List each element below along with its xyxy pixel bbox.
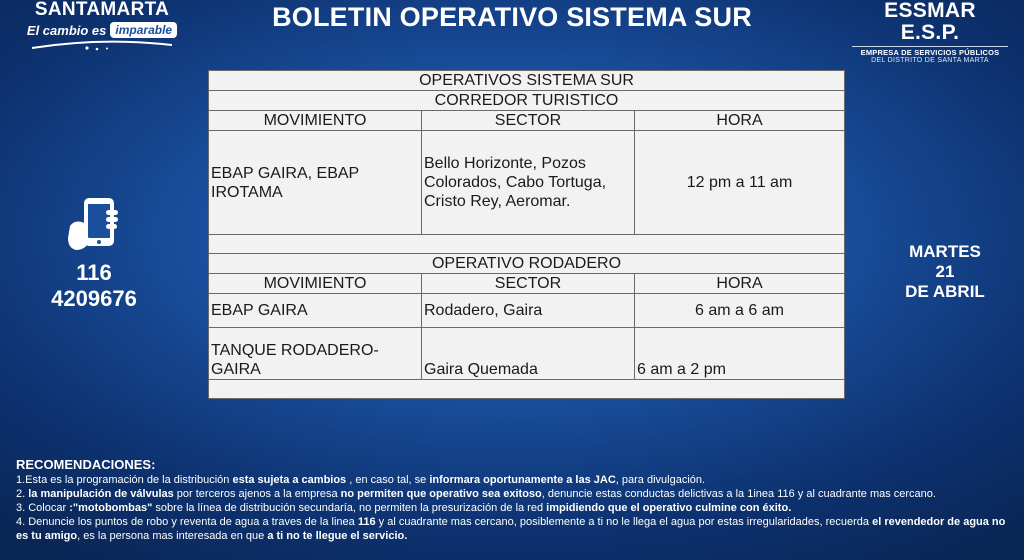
cell-hora: 12 pm a 11 am — [635, 131, 845, 235]
swoosh-icon — [27, 39, 177, 51]
recommendations-list — [16, 473, 1016, 543]
table-row — [209, 294, 845, 328]
phone-hand-icon — [64, 196, 124, 254]
recommendation-item: 3. Colocar :"motobombas" sobre la línea de distribución secundaría, no permiten la presurización de la red impidiendo que el operativo culmine con éxito. — [16, 502, 792, 514]
contact-block — [38, 196, 150, 312]
santamarta-brand: SANTAMARTA — [34, 0, 170, 20]
recommendation-item: 4. Denuncie los puntos de robo y reventa de agua a traves de la linea 116 y al cuadrante mas cercano, posiblemente a ti no le llega el agua por estas irregularidades, recuerda el revendedor de agua no es tu amigo, es la persona mas interesada en que a ti no te llegue el servicio. — [16, 516, 1006, 542]
essmar-brand: ESSMAR E.S.P. — [884, 0, 976, 44]
table-title-row — [209, 71, 845, 91]
date-month: DE ABRIL — [905, 282, 985, 301]
essmar-line2: DEL DISTRITO DE SANTA MARTA — [871, 57, 989, 64]
spacer-row — [209, 380, 845, 399]
operations-table — [208, 70, 845, 399]
cell-hora: 6 am a 2 pm — [635, 328, 845, 380]
column-header: SECTOR — [422, 111, 635, 131]
page-title: BOLETIN OPERATIVO SISTEMA SUR — [272, 2, 752, 32]
cell-movimiento: EBAP GAIRA, EBAP IROTAMA — [209, 131, 422, 235]
table-row — [209, 328, 845, 380]
section-title: CORREDOR TURISTICO — [209, 91, 845, 111]
contact-line1: 116 — [76, 260, 112, 285]
table-row — [209, 131, 845, 235]
column-header-row — [209, 111, 845, 131]
essmar-logo — [852, 0, 1008, 64]
date-block — [892, 242, 998, 302]
santamarta-tagline — [16, 22, 188, 38]
column-header-row — [209, 274, 845, 294]
cell-sector: Gaira Quemada — [422, 328, 635, 380]
date-day: 21 — [935, 262, 955, 281]
santamarta-logo — [16, 0, 188, 51]
cell-movimiento: EBAP GAIRA — [209, 294, 422, 328]
date-weekday: MARTES — [909, 242, 981, 261]
recommendation-item: 1.Esta es la programación de la distribución esta sujeta a cambios , en caso tal, se informara oportunamente a las JAC, para divulgación. — [16, 474, 706, 486]
recommendations — [16, 457, 1016, 543]
column-header: HORA — [635, 274, 845, 294]
section-title: OPERATIVO RODADERO — [209, 254, 845, 274]
tagline-part2: imparable — [110, 22, 177, 38]
column-header: MOVIMIENTO — [209, 111, 422, 131]
recommendation-item: 2. la manipulación de válvulas por terceros ajenos a la empresa no permiten que operativo sea exitoso, denuncie estas conductas delictivas a la 1inea 116 y al cuadrante mas cercano. — [16, 488, 936, 500]
column-header: MOVIMIENTO — [209, 274, 422, 294]
recommendations-title: RECOMENDACIONES: — [16, 457, 156, 472]
essmar-line1: EMPRESA DE SERVICIOS PÚBLICOS — [852, 46, 1008, 57]
cell-sector: Bello Horizonte, Pozos Colorados, Cabo Tortuga, Cristo Rey, Aeromar. — [422, 131, 635, 235]
cell-sector: Rodadero, Gaira — [422, 294, 635, 328]
cell-movimiento: TANQUE RODADERO-GAIRA — [209, 328, 422, 380]
table-title: OPERATIVOS SISTEMA SUR — [209, 71, 845, 91]
tagline-part1: El cambio es — [26, 22, 107, 38]
cell-hora: 6 am a 6 am — [635, 294, 845, 328]
section-header-row — [209, 254, 845, 274]
column-header: SECTOR — [422, 274, 635, 294]
section-header-row — [209, 91, 845, 111]
column-header: HORA — [635, 111, 845, 131]
contact-line2: 4209676 — [51, 286, 137, 311]
spacer-row — [209, 235, 845, 254]
